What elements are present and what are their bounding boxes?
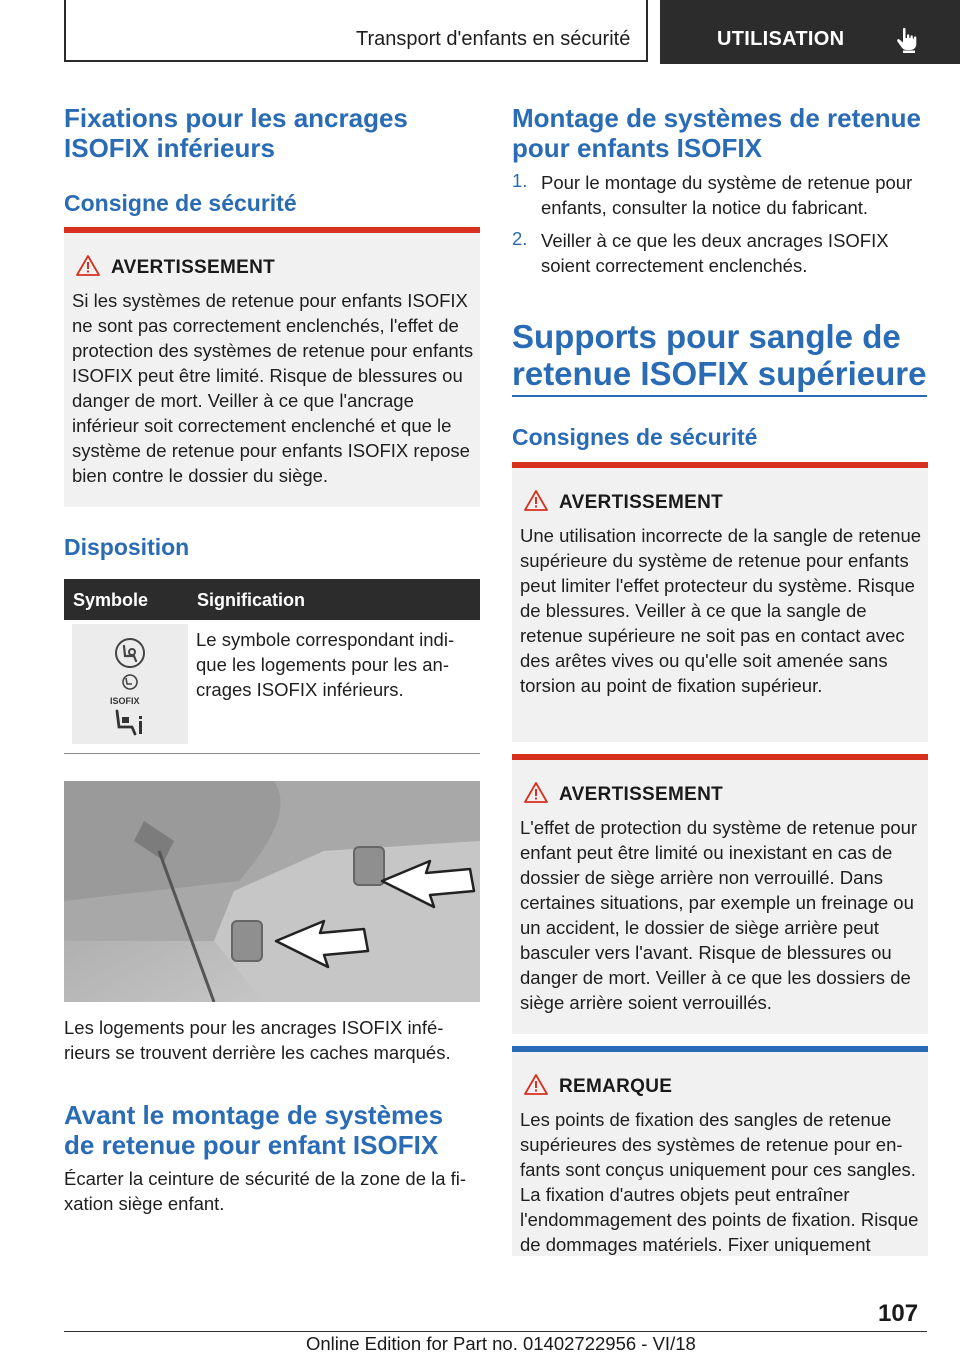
column-meaning: Signification [197,590,305,610]
step-text: Veiller à ce que les deux ancrages ISOFIX soient correctement enclenchés. [541,230,889,276]
isofix-info-icon [114,708,146,738]
heading-consignes: Consignes de sécurité [512,424,758,450]
warning-box-2 [512,462,928,742]
heading-disposition: Disposition [64,534,190,560]
section-title: UTILISATION [717,28,845,50]
chapter-title: Transport d'enfants en sécurité [356,28,631,50]
warning-bar [64,227,480,233]
hand-pointer-icon [895,27,919,53]
footer-divider [64,1331,927,1332]
list-item [512,170,932,222]
table-row-text: Le symbole correspondant indique les logements pour les ancrages ISOFIX inférieurs. [196,629,455,700]
warning-bar [512,754,928,760]
table-divider [64,753,480,754]
warning-triangle-icon [524,782,548,803]
warning-triangle-icon [524,1074,548,1095]
warning-bar [512,462,928,468]
warning-text: L'effet de protection du système de retenue pour enfant peut être limité ou inexistant en cas de dossier de siège arrière non verrouillé. Dans certaines situations, par exemple un freinage ou un accident, le dossier de siège arrière peut basculer vers l'avant. Risque de blessures ou danger de mort. Veiller à ce que les dossiers de siège arrière soient verrouillés. [520,817,918,1013]
warning-box-3 [512,754,928,1034]
heading-consigne: Consigne de sécurité [64,190,297,216]
remark-text: Les points de fixation des sangles de retenue supérieures des systèmes de retenue pour enfants sont conçus uniquement pour ces sangles. La fixation d'autres objets peut entraîner l'endommagement des points de fixation. Risque de dommages matériels. Fixer uniquement [520,1109,919,1255]
heading-montage: Montage de systèmes de retenue pour enfants ISOFIX [512,103,921,163]
heading-fixations: Fixations pour les ancrages ISOFIX inférieurs [64,103,408,163]
warning-triangle-icon [76,255,100,276]
heading-supports: Supports pour sangle de retenue ISOFIX supérieure [512,318,927,392]
photo-caption: Les logements pour les ancrages ISOFIX inférieurs se trouvent derrière les caches marqués. [64,1017,451,1063]
step-number: 1. [512,170,528,191]
list-item [512,228,932,284]
isofix-seat-icon [114,637,146,669]
step-text: Pour le montage du système de retenue pour enfants, consulter la notice du fabricant. [541,172,913,218]
steps-list [512,170,932,284]
heading-avant: Avant le montage de systèmes de retenue pour enfant ISOFIX [64,1100,444,1160]
isofix-label-icon [118,674,142,696]
warning-title: AVERTISSEMENT [559,492,724,513]
symbol-cell [72,624,188,744]
warning-text: Une utilisation incorrecte de la sangle de retenue supérieure du système de retenue pour enfants peut limiter l'effet protecteur du système. Risque de blessures. Veiller à ce que la sangle de retenue supérieure ne soit pas en contact avec des arêtes vives ou qu'elle soit amenée sans torsion au point de fixation supérieur. [520,525,922,696]
rear-seat-illustration [64,781,480,1002]
page-number: 107 [878,1300,919,1327]
remark-title: REMARQUE [559,1076,673,1097]
footer-edition: Online Edition for Part no. 01402722956 - VI/18 [306,1333,696,1354]
column-symbol: Symbole [73,590,149,610]
warning-title: AVERTISSEMENT [559,784,724,805]
remark-box [512,1046,928,1256]
remark-bar [512,1046,928,1052]
isofix-label: ISOFIX [110,696,140,706]
isofix-photo [64,781,480,1002]
warning-text: Si les systèmes de retenue pour enfants ISOFIX ne sont pas correctement enclenchés, l'effet de protection des systèmes de retenue pour enfants ISOFIX peut être limité. Risque de blessures ou danger de mort. Veiller à ce que l'ancrage inférieur soit correctement enclenché et que le système de retenue pour enfants ISOFIX repose bien contre le dossier du siège. [72,290,474,486]
warning-box-1 [64,227,480,507]
heading-underline [512,395,927,397]
avant-text: Écarter la ceinture de sécurité de la zone de la fixation siège enfant. [64,1168,467,1214]
warning-title: AVERTISSEMENT [111,257,276,278]
table-header [64,579,480,620]
warning-triangle-icon [524,490,548,511]
step-number: 2. [512,228,528,249]
